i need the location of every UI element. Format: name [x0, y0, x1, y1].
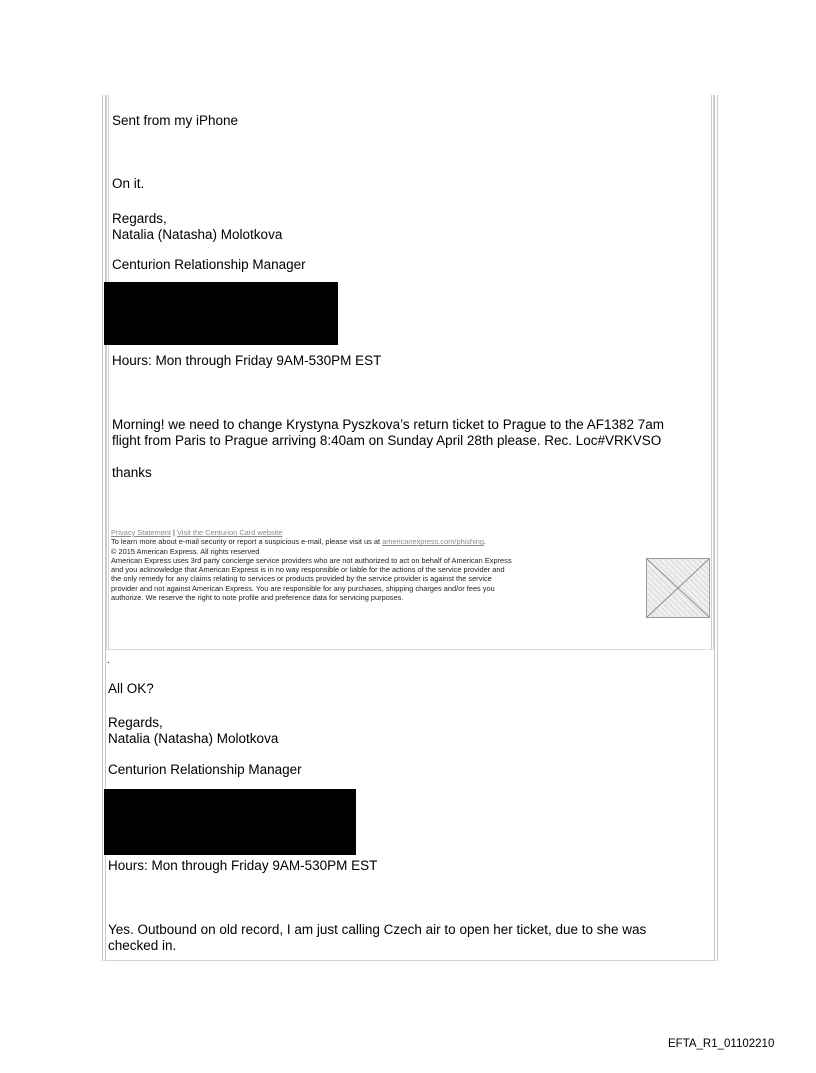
signature-title: Centurion Relationship Manager	[112, 257, 306, 272]
reply-on-it: On it.	[112, 176, 145, 191]
phishing-end: .	[483, 537, 487, 547]
link-separator: |	[170, 528, 178, 537]
signature-regards: Regards,	[112, 211, 167, 226]
final-reply-line: Yes. Outbound on old record, I am just calling Czech air to open her ticket, due to she was	[108, 922, 647, 937]
signature-regards: Regards,	[108, 715, 163, 730]
broken-image-icon	[647, 559, 709, 617]
thanks-text: thanks	[112, 465, 152, 480]
document-id: EFTA_R1_01102210	[668, 1038, 775, 1050]
disclaimer-line: authorize. We reserve the right to note profile and preference data for servicing purposes.	[111, 593, 404, 603]
final-reply-line: checked in.	[108, 938, 177, 953]
signature-title: Centurion Relationship Manager	[108, 762, 302, 777]
phishing-link[interactable]: americanexpress.com/phishing	[382, 537, 484, 547]
disclaimer-line: and you acknowledge that American Express is in no way responsible or liable for the actions of the service provider and	[111, 565, 505, 575]
centurion-website-link[interactable]: Visit the Centurion Card website	[177, 528, 283, 537]
sent-from-line: Sent from my iPhone	[112, 113, 239, 128]
separator-dot: .	[107, 655, 110, 666]
signature-name: Natalia (Natasha) Molotkova	[112, 227, 283, 242]
signature-hours: Hours: Mon through Friday 9AM-530PM EST	[108, 858, 378, 873]
redaction-block	[104, 282, 338, 345]
copyright-text: © 2015 American Express. All rights reserved	[111, 546, 260, 556]
request-text-line: Morning! we need to change Krystyna Pyszkova’s return ticket to Prague to the AF1382 7am	[112, 417, 665, 432]
disclaimer-line: American Express uses 3rd party concierge service providers who are not authorized to act on behalf of American Express	[111, 555, 512, 565]
signature-name: Natalia (Natasha) Molotkova	[108, 731, 279, 746]
disclaimer-line: provider and not against American Express. You are responsible for any purchases, shipping charges and/or fees you	[111, 583, 495, 593]
all-ok-text: All OK?	[108, 681, 154, 696]
phishing-text: To learn more about e-mail security or report a suspicious e-mail, please visit us at	[111, 537, 383, 547]
amex-footer	[111, 528, 646, 602]
request-text-line: flight from Paris to Prague arriving 8:40am on Sunday April 28th please. Rec. Loc#VRKVSO	[112, 433, 662, 448]
disclaimer-line: the only remedy for any claims relating to services or products provided by the service provider is against the service	[111, 574, 492, 584]
privacy-statement-link[interactable]: Privacy Statement	[111, 528, 171, 537]
broken-image-placeholder	[646, 558, 710, 618]
redaction-block	[104, 789, 356, 855]
signature-hours: Hours: Mon through Friday 9AM-530PM EST	[112, 353, 382, 368]
